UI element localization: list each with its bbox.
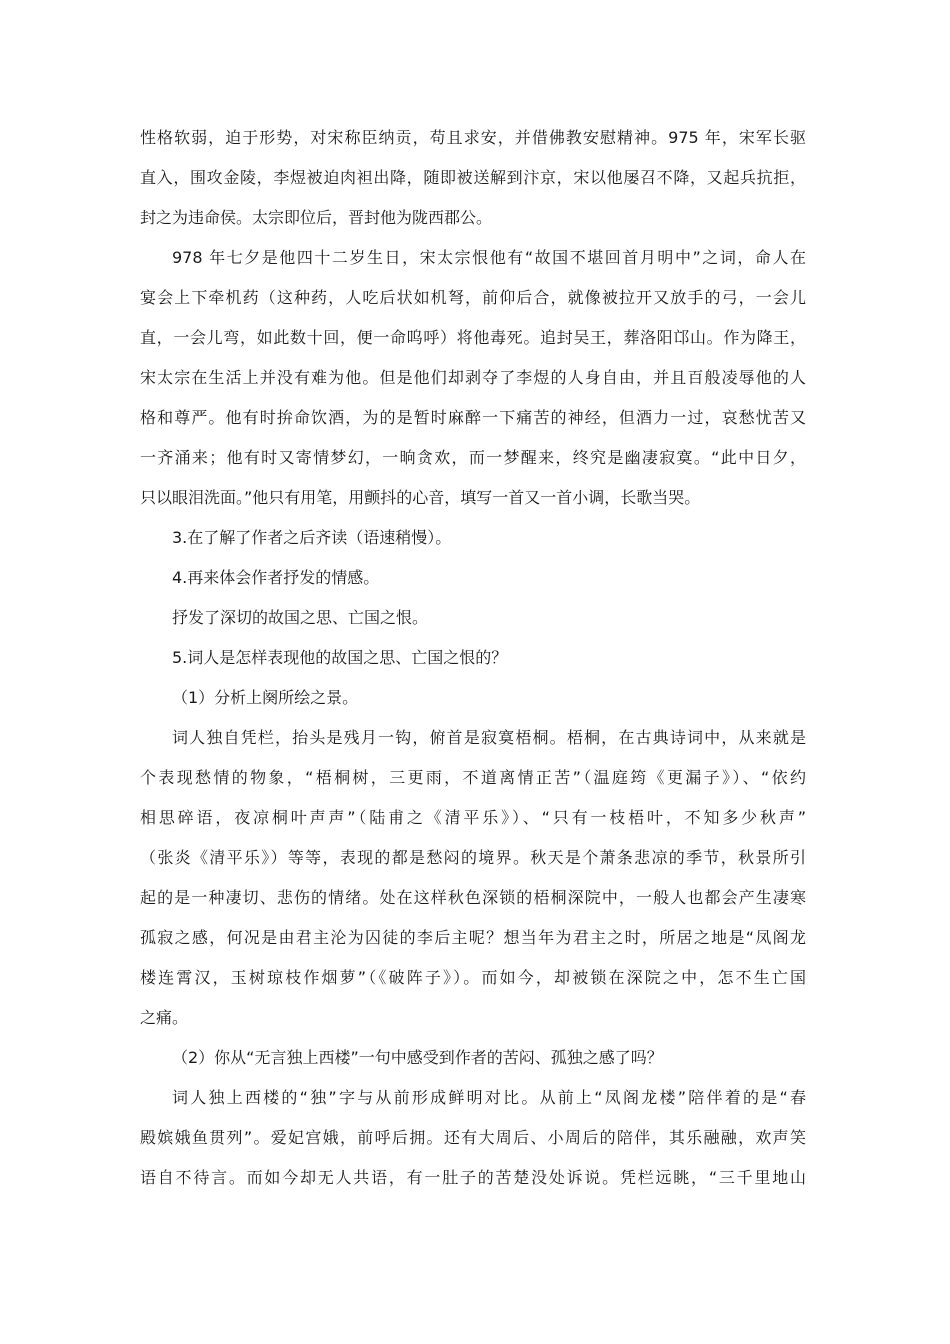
text-line: 性格软弱，迫于形势，对宋称臣纳贡，苟且求安，并借佛教安慰精神。975 年，宋军长驱: [140, 128, 806, 147]
text-line: 相思碎语，夜凉桐叶声声”（陆甫之《清平乐》）、“只有一枝梧叶，不知多少秋声”: [140, 808, 806, 827]
text-line: 只以眼泪洗面。”他只有用笔，用颤抖的心音，填写一首又一首小调，长歌当哭。: [140, 488, 701, 507]
text-line: （1）分析上阕所绘之景。: [172, 688, 359, 707]
text-line: 孤寂之感，何况是由君主沦为囚徒的李后主呢？想当年为君主之时，所居之地是“凤阁龙: [140, 928, 806, 947]
text-line: 楼连霄汉，玉树琼枝作烟萝”（《破阵子》）。而如今，却被锁在深院之中，怎不生亡国: [140, 968, 806, 987]
text-line: 直，一会儿弯，如此数十回，便一命呜呼）将他毒死。追封吴王，葬洛阳邙山。作为降王，: [140, 328, 806, 347]
text-line: 格和尊严。他有时拚命饮酒，为的是暂时麻醉一下痛苦的神经，但酒力一过，哀愁忧苦又: [140, 408, 806, 427]
text-line: 词人独自凭栏，抬头是残月一钩，俯首是寂寞梧桐。梧桐，在古典诗词中，从来就是: [172, 728, 806, 747]
text-line: 语自不待言。而如今却无人共语，有一肚子的苦楚没处诉说。凭栏远眺，“三千里地山: [140, 1168, 806, 1187]
text-line: 5.词人是怎样表现他的故国之思、亡国之恨的？: [172, 648, 508, 667]
text-line: 一齐涌来；他有时又寄情梦幻，一晌贪欢，而一梦醒来，终究是幽凄寂寞。“此中日夕，: [140, 448, 806, 467]
text-line: 4.再来体会作者抒发的情感。: [172, 568, 380, 587]
text-line: 封之为违命侯。太宗即位后，晋封他为陇西郡公。: [140, 208, 493, 227]
text-line: 之痛。: [140, 1008, 189, 1027]
text-line: 直入，围攻金陵，李煜被迫肉袒出降，随即被送解到汴京，宋以他屡召不降，又起兵抗拒，: [140, 168, 806, 187]
text-line: 宴会上下牵机药（这种药，人吃后状如机弩，前仰后合，就像被拉开又放手的弓，一会儿: [140, 288, 806, 307]
text-line: （2）你从“无言独上西楼”一句中感受到作者的苦闷、孤独之感了吗？: [172, 1048, 663, 1067]
text-line: 抒发了深切的故国之思、亡国之恨。: [172, 608, 429, 627]
document-body: [140, 118, 806, 1198]
text-line: 3.在了解了作者之后齐读（语速稍慢）。: [172, 528, 452, 547]
text-line: 个表现愁情的物象，“梧桐树，三更雨，不道离情正苦”（温庭筠《更漏子》）、“依约: [140, 768, 806, 787]
text-line: 978 年七夕是他四十二岁生日，宋太宗恨他有“故国不堪回首月明中”之词，命人在: [172, 248, 806, 267]
text-line: 词人独上西楼的“独”字与从前形成鲜明对比。从前上“凤阁龙楼”陪伴着的是“春: [172, 1088, 806, 1107]
text-line: 殿嫔娥鱼贯列”。爱妃宫娥，前呼后拥。还有大周后、小周后的陪伴，其乐融融，欢声笑: [140, 1128, 806, 1147]
text-line: 宋太宗在生活上并没有难为他。但是他们却剥夺了李煜的人身自由，并且百般凌辱他的人: [140, 368, 806, 387]
text-line: 起的是一种凄切、悲伤的情绪。处在这样秋色深锁的梧桐深院中，一般人也都会产生凄寒: [140, 888, 806, 907]
text-line: （张炎《清平乐》）等等，表现的都是愁闷的境界。秋天是个萧条悲凉的季节，秋景所引: [140, 848, 806, 867]
